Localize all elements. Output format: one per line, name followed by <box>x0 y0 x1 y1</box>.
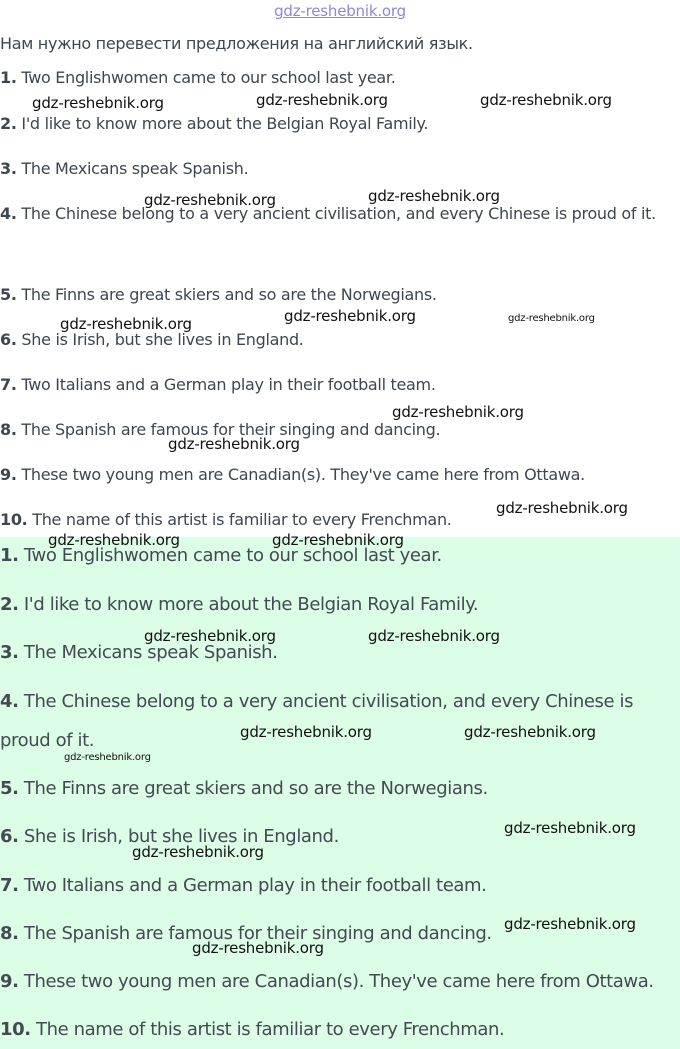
question-text: The Mexicans speak Spanish. <box>16 159 249 178</box>
watermark: gdz-reshebnik.org <box>284 307 416 325</box>
answer-number: 8. <box>0 923 19 944</box>
watermark: gdz-reshebnik.org <box>60 315 192 333</box>
answer-text: These two young men are Canadian(s). They've came here from Ottawa. <box>18 971 654 992</box>
question-text: Two Italians and a German play in their football team. <box>16 375 436 394</box>
answer-item <box>0 778 488 799</box>
question-number: 2. <box>0 114 17 133</box>
watermark: gdz-reshebnik.org <box>48 531 180 549</box>
answer-text: The Finns are great skiers and so are the Norwegians. <box>18 778 488 799</box>
watermark: gdz-reshebnik.org <box>32 94 164 112</box>
answer-item <box>0 971 654 992</box>
question-number: 10. <box>0 510 28 529</box>
question-item <box>0 375 436 394</box>
question-text: These two young men are Canadian(s). They've came here from Ottawa. <box>16 465 585 484</box>
watermark: gdz-reshebnik.org <box>464 723 596 741</box>
question-number: 1. <box>0 68 17 87</box>
answer-item <box>0 1019 504 1040</box>
question-item <box>0 465 585 484</box>
answer-text: I'd like to know more about the Belgian Royal Family. <box>18 594 479 615</box>
question-text: The Chinese belong to a very ancient civilisation, and every Chinese is proud of it. <box>16 204 656 223</box>
watermark: gdz-reshebnik.org <box>272 531 404 549</box>
answer-number: 9. <box>0 971 19 992</box>
answer-text: The Spanish are famous for their singing and dancing. <box>18 923 492 944</box>
question-number: 6. <box>0 330 17 349</box>
question-text: The name of this artist is familiar to every Frenchman. <box>27 510 452 529</box>
question-text: She is Irish, but she lives in England. <box>16 330 304 349</box>
question-item <box>0 285 437 304</box>
answer-number: 6. <box>0 826 19 847</box>
watermark: gdz-reshebnik.org <box>504 915 636 933</box>
watermark: gdz-reshebnik.org <box>192 939 324 957</box>
watermark: gdz-reshebnik.org <box>168 435 300 453</box>
question-item <box>0 114 428 133</box>
answer-text: She is Irish, but she lives in England. <box>18 826 339 847</box>
answer-number: 2. <box>0 594 19 615</box>
watermark: gdz-reshebnik.org <box>508 313 595 324</box>
question-number: 3. <box>0 159 17 178</box>
watermark: gdz-reshebnik.org <box>368 187 500 205</box>
watermark: gdz-reshebnik.org <box>240 723 372 741</box>
watermark: gdz-reshebnik.org <box>480 91 612 109</box>
question-number: 7. <box>0 375 17 394</box>
answer-number: 5. <box>0 778 19 799</box>
watermark: gdz-reshebnik.org <box>496 499 628 517</box>
answer-text: The Chinese belong to a very ancient civilisation, and every Chinese is proud of it. <box>0 691 634 751</box>
answer-number: 10. <box>0 1019 31 1040</box>
answer-number: 7. <box>0 875 19 896</box>
question-number: 8. <box>0 420 17 439</box>
question-text: I'd like to know more about the Belgian Royal Family. <box>16 114 429 133</box>
question-item <box>0 68 396 87</box>
watermark: gdz-reshebnik.org <box>392 403 524 421</box>
question-item <box>0 510 452 529</box>
answer-number: 3. <box>0 642 19 663</box>
watermark: gdz-reshebnik.org <box>132 843 264 861</box>
answer-number: 4. <box>0 691 19 712</box>
watermark: gdz-reshebnik.org <box>368 627 500 645</box>
answer-text: The Mexicans speak Spanish. <box>18 642 278 663</box>
watermark: gdz-reshebnik.org <box>144 191 276 209</box>
watermark: gdz-reshebnik.org <box>256 91 388 109</box>
question-number: 4. <box>0 204 17 223</box>
question-text: The Finns are great skiers and so are the Norwegians. <box>16 285 437 304</box>
answer-item <box>0 642 278 663</box>
answer-item <box>0 594 478 615</box>
question-text: The Spanish are famous for their singing and dancing. <box>16 420 441 439</box>
question-number: 5. <box>0 285 17 304</box>
site-header-link[interactable]: gdz-reshebnik.org <box>274 2 406 20</box>
answer-text: Two Englishwomen came to our school last year. <box>18 545 442 566</box>
question-item <box>0 159 248 178</box>
question-text: Two Englishwomen came to our school last year. <box>16 68 396 87</box>
answer-text: The name of this artist is familiar to every Frenchman. <box>30 1019 505 1040</box>
task-intro: Нам нужно перевести предложения на английский язык. <box>0 34 473 53</box>
watermark: gdz-reshebnik.org <box>64 752 151 763</box>
question-number: 9. <box>0 465 17 484</box>
watermark: gdz-reshebnik.org <box>144 627 276 645</box>
answer-item <box>0 682 640 760</box>
answer-number: 1. <box>0 545 19 566</box>
watermark: gdz-reshebnik.org <box>504 819 636 837</box>
answer-text: Two Italians and a German play in their football team. <box>18 875 487 896</box>
question-item <box>0 196 668 232</box>
answer-item <box>0 875 486 896</box>
